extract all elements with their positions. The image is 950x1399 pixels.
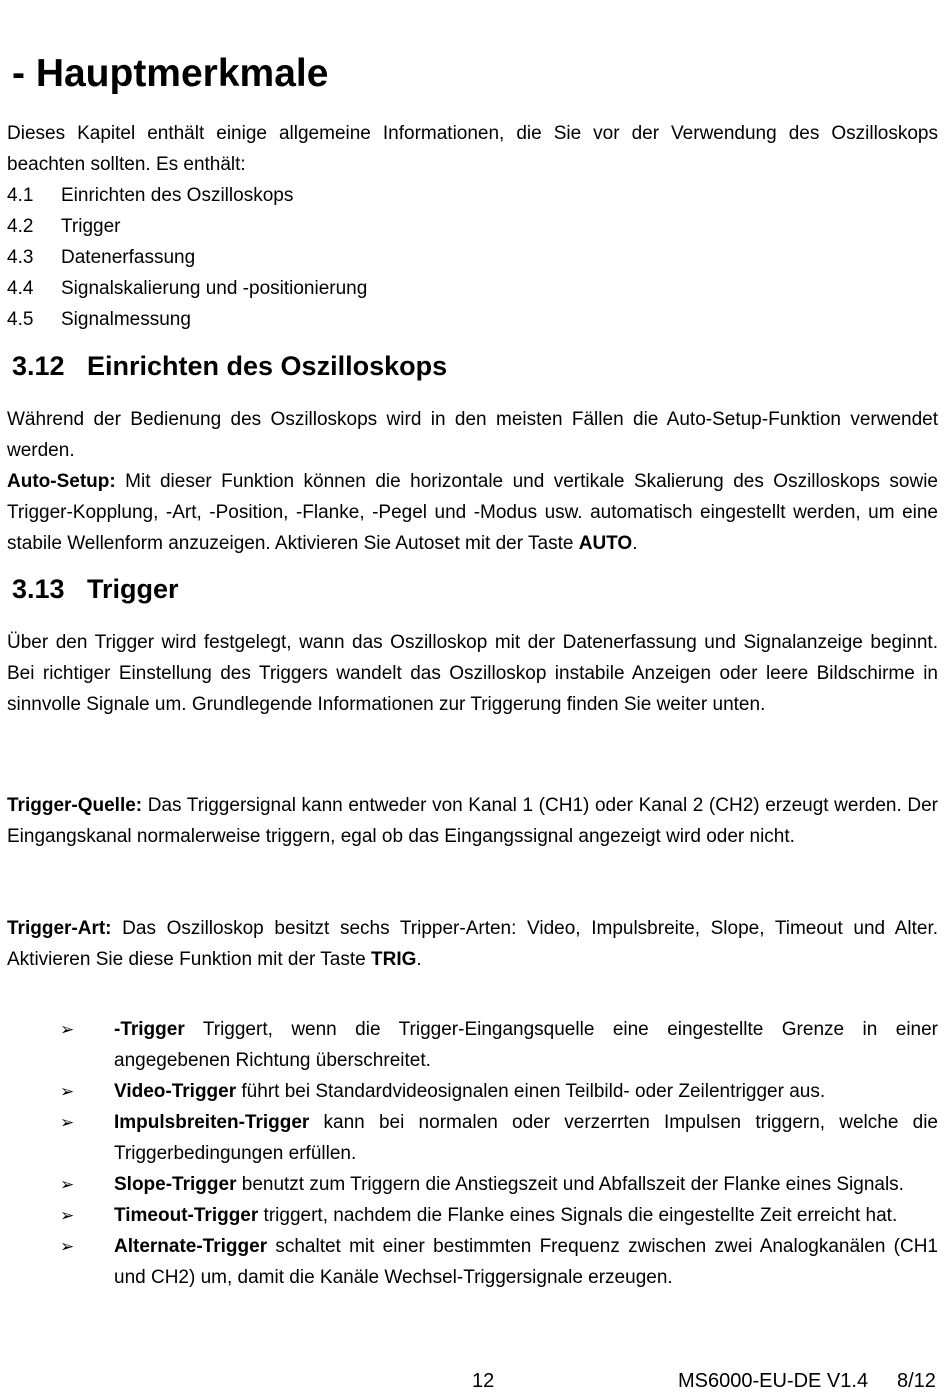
toc-item xyxy=(7,273,367,304)
section-number: 3.13 xyxy=(12,574,65,604)
toc-item xyxy=(7,180,293,211)
document-id: MS6000-EU-DE V1.4 xyxy=(678,1370,869,1392)
section-heading-3-12 xyxy=(12,351,447,382)
bullet-term: Timeout-Trigger xyxy=(114,1205,259,1226)
trigger-type-end: . xyxy=(416,949,422,970)
section-heading-3-13 xyxy=(12,574,179,605)
auto-setup-label: Auto-Setup: xyxy=(7,471,116,492)
trigger-type-text: Das Oszilloskop besitzt sechs Tripper-Arten: Video, Impulsbreite, Slope, Timeout und Alter. Aktivieren Sie diese Funktion mit der Taste xyxy=(7,918,938,970)
bullet-text: kann bei normalen oder verzerrten Impulsen triggern, welche die Triggerbedingungen erfüllen. xyxy=(114,1112,938,1164)
toc-item-label: Signalskalierung und -positionierung xyxy=(61,278,368,299)
toc-item-label: Datenerfassung xyxy=(61,247,196,268)
bullet-text: Triggert, wenn die Trigger-Eingangsquelle eine eingestellte Grenze in einer angegebenen Richtung überschreitet. xyxy=(114,1019,938,1071)
page-of-count: 8/12 xyxy=(897,1370,936,1392)
trigger-type-paragraph xyxy=(7,913,938,975)
toc-item-label: Trigger xyxy=(61,216,121,237)
list-item xyxy=(60,1200,938,1231)
auto-key-label: AUTO xyxy=(578,533,633,554)
arrow-bullet-icon: ➢ xyxy=(60,1113,75,1132)
toc-item xyxy=(7,304,191,335)
trigger-source-paragraph xyxy=(7,790,938,852)
chapter-title: - Hauptmerkmale xyxy=(12,52,329,95)
toc-item xyxy=(7,242,195,273)
section-title: Einrichten des Oszilloskops xyxy=(87,351,448,381)
bullet-term: Impulsbreiten-Trigger xyxy=(114,1112,310,1133)
toc-item-number: 4.2 xyxy=(7,216,34,237)
bullet-term: -Trigger xyxy=(114,1019,185,1040)
auto-setup-end: . xyxy=(632,533,638,554)
auto-setup-paragraph xyxy=(7,466,938,559)
bullet-term: Video-Trigger xyxy=(114,1081,237,1102)
toc-item-number: 4.3 xyxy=(7,247,34,268)
trigger-type-label: Trigger-Art: xyxy=(7,918,112,939)
arrow-bullet-icon: ➢ xyxy=(60,1175,75,1194)
toc-item-number: 4.5 xyxy=(7,309,34,330)
bullet-term: Alternate-Trigger xyxy=(114,1236,268,1257)
toc-item-label: Signalmessung xyxy=(61,309,191,330)
list-item xyxy=(60,1076,938,1107)
bullet-text: triggert, nachdem die Flanke eines Signals die eingestellte Zeit erreicht hat. xyxy=(258,1205,898,1226)
list-item xyxy=(60,1014,938,1076)
trig-key-label: TRIG xyxy=(371,949,417,970)
bullet-text: benutzt zum Triggern die Anstiegszeit und Abfallszeit der Flanke eines Signals. xyxy=(236,1174,904,1195)
list-item xyxy=(60,1231,938,1293)
arrow-bullet-icon: ➢ xyxy=(60,1237,75,1256)
section-3-13-paragraph: Über den Trigger wird festgelegt, wann das Oszilloskop mit der Datenerfassung und Signalanzeige beginnt. Bei richtiger Einstellung des Triggers wandelt das Oszilloskop instabile Anzeigen oder leere Bildschirme in sinnvolle Signale um. Grundlegende Informationen zur Triggerung finden Sie weiter unten. xyxy=(7,632,938,715)
section-3-12-paragraph: Während der Bedienung des Oszilloskops wird in den meisten Fällen die Auto-Setup-Funktion verwendet werden. xyxy=(7,409,938,461)
section-number: 3.12 xyxy=(12,351,65,381)
arrow-bullet-icon: ➢ xyxy=(60,1020,75,1039)
list-item xyxy=(60,1107,938,1169)
toc-item-label: Einrichten des Oszilloskops xyxy=(61,185,294,206)
arrow-bullet-icon: ➢ xyxy=(60,1082,75,1101)
page-number: 12 xyxy=(472,1370,495,1392)
bullet-text: schaltet mit einer bestimmten Frequenz zwischen zwei Analogkanälen (CH1 und CH2) um, damit die Kanäle Wechsel-Triggersignale erzeugen. xyxy=(114,1236,938,1288)
toc-item-number: 4.1 xyxy=(7,185,34,206)
bullet-text: führt bei Standardvideosignalen einen Teilbild- oder Zeilentrigger aus. xyxy=(236,1081,826,1102)
arrow-bullet-icon: ➢ xyxy=(60,1206,75,1225)
bullet-term: Slope-Trigger xyxy=(114,1174,237,1195)
auto-setup-text: Mit dieser Funktion können die horizontale und vertikale Skalierung des Oszilloskops sowie Trigger-Kopplung, -Art, -Position, -Flanke, -Pegel und -Modus usw. automatisch eingestellt werden, um eine stabile Wellenform anzuzeigen. Aktivieren Sie Autoset mit der Taste xyxy=(7,471,938,554)
trigger-source-text: Das Triggersignal kann entweder von Kanal 1 (CH1) oder Kanal 2 (CH2) erzeugt werden. Der Eingangskanal normalerweise triggern, egal ob das Eingangssignal angezeigt wird oder nicht. xyxy=(7,795,938,847)
section-title: Trigger xyxy=(87,574,179,604)
list-item xyxy=(60,1169,938,1200)
intro-paragraph: Dieses Kapitel enthält einige allgemeine Informationen, die Sie vor der Verwendung des Oszilloskops beachten sollten. Es enthält: xyxy=(7,123,938,175)
toc-item xyxy=(7,211,120,242)
trigger-source-label: Trigger-Quelle: xyxy=(7,795,143,816)
trigger-types-list xyxy=(60,1014,938,1293)
toc-item-number: 4.4 xyxy=(7,278,34,299)
